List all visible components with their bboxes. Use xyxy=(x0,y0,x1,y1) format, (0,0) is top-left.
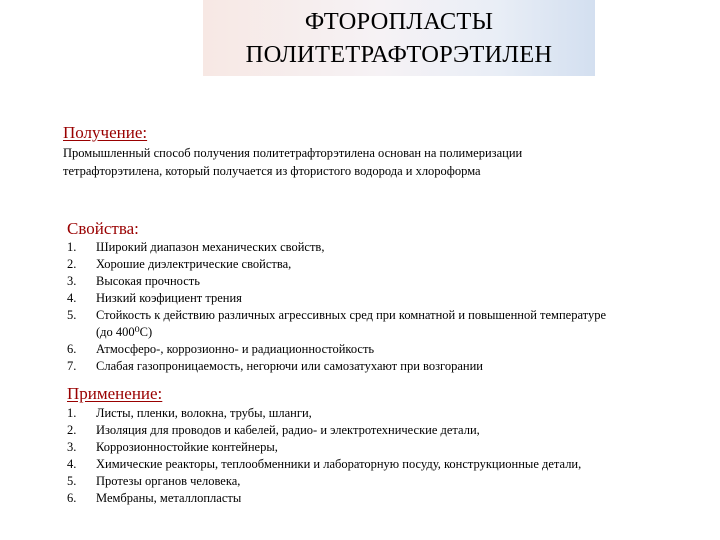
item-text: Широкий диапазон механических свойств, xyxy=(96,240,325,254)
list-item xyxy=(67,456,667,473)
list-item xyxy=(67,239,607,256)
item-text: Стойкость к действию различных агрессивных сред при комнатной и повышенной температуре (до 400⁰С) xyxy=(96,308,607,339)
item-text: Слабая газопроницаемость, негорючи или самозатухают при возгорании xyxy=(96,359,483,373)
item-number: 5. xyxy=(67,308,77,322)
item-text: Коррозионностойкие контейнеры, xyxy=(96,440,278,454)
item-text: Листы, пленки, волокна, трубы, шланги, xyxy=(96,406,312,420)
item-text: Протезы органов человека, xyxy=(96,474,241,488)
item-number: 4. xyxy=(67,291,77,305)
list-item xyxy=(67,307,607,341)
production-text: Промышленный способ получения политетрафторэтилена основан на полимеризации тетрафторэтилена, который получается из фтористого водорода и хлороформа xyxy=(63,146,523,178)
list-item xyxy=(67,358,607,375)
list-item xyxy=(67,473,667,490)
properties-list xyxy=(67,239,607,375)
list-item xyxy=(67,290,607,307)
item-number: 2. xyxy=(67,257,77,271)
item-text: Высокая прочность xyxy=(96,274,200,288)
applications-heading: Применение: xyxy=(67,384,163,403)
list-item xyxy=(67,422,667,439)
item-number: 6. xyxy=(67,342,77,356)
list-item xyxy=(67,256,607,273)
list-item xyxy=(67,490,667,507)
item-text: Изоляция для проводов и кабелей, радио- и электротехнические детали, xyxy=(96,423,480,437)
list-item xyxy=(67,405,667,422)
list-item xyxy=(67,273,607,290)
item-text: Мембраны, металлопласты xyxy=(96,491,242,505)
item-number: 6. xyxy=(67,491,77,505)
item-number: 2. xyxy=(67,423,77,437)
item-text: Низкий коэфициент трения xyxy=(96,291,242,305)
item-number: 3. xyxy=(67,274,77,288)
title-banner xyxy=(203,0,595,76)
properties-heading: Свойства: xyxy=(67,219,139,238)
list-item xyxy=(67,341,607,358)
slide-title-line-1: ФТОРОПЛАСТЫ xyxy=(304,8,494,35)
list-item xyxy=(67,439,667,456)
applications-list xyxy=(67,405,667,507)
item-number: 1. xyxy=(67,406,77,420)
item-text: Атмосферо-, коррозионно- и радиационностойкость xyxy=(96,342,375,356)
item-number: 7. xyxy=(67,359,77,373)
item-number: 4. xyxy=(67,457,77,471)
item-text: Хорошие диэлектрические свойства, xyxy=(96,257,292,271)
slide-title-line-2: ПОЛИТЕТРАФТОРЭТИЛЕН xyxy=(245,41,553,68)
item-number: 1. xyxy=(67,240,77,254)
item-number: 5. xyxy=(67,474,77,488)
item-text: Химические реакторы, теплообменники и лабораторную посуду, конструкционные детали, xyxy=(96,457,582,471)
item-number: 3. xyxy=(67,440,77,454)
production-heading: Получение: xyxy=(63,123,148,142)
